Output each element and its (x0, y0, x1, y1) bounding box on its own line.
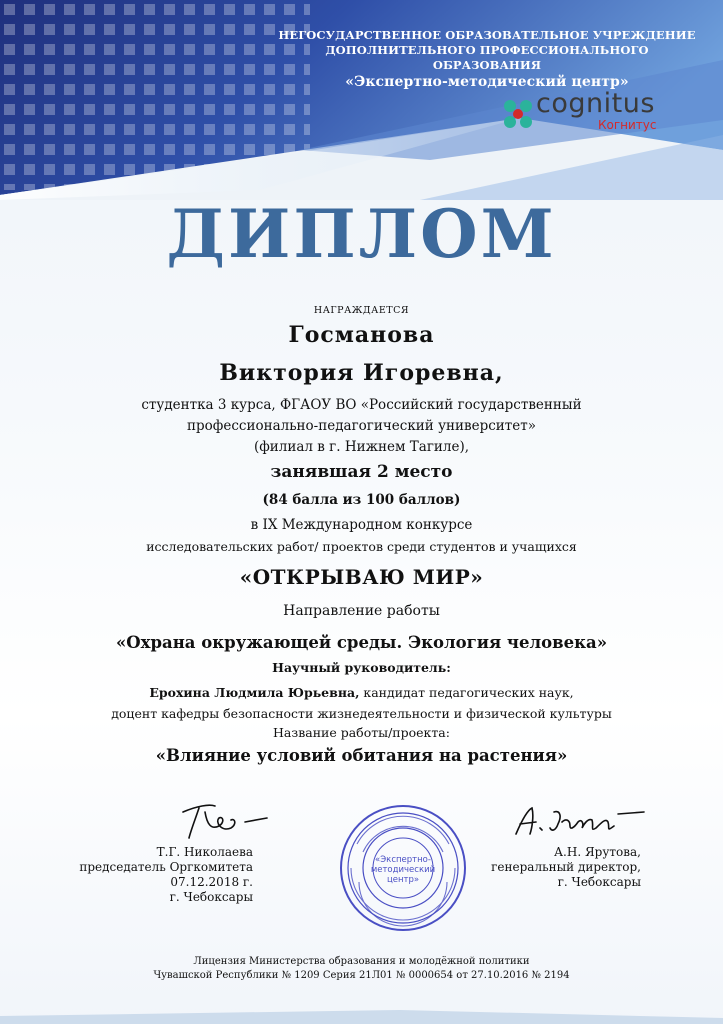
contest-description (40, 515, 683, 557)
contest-name: «ОТКРЫВАЮ МИР» (239, 565, 484, 589)
supervisor-line-2: доцент кафедры безопасности жизнедеятельности и физической культуры (111, 706, 612, 721)
direction-value: «Охрана окружающей среды. Экология человека» (115, 633, 608, 652)
awarded-label: НАГРАЖДАЕТСЯ (313, 305, 410, 316)
right-signatory-name: А.Н. Ярутова, (553, 845, 641, 859)
stamp-line-1: «Экспертно- (375, 855, 431, 865)
recipient-info-line-1: студентка 3 курса, ФГАОУ ВО «Российский государственный (141, 397, 582, 413)
contest-line-1: в IX Международном конкурсе (250, 517, 473, 533)
organization-stamp (337, 802, 469, 934)
recipient-info (40, 395, 683, 458)
left-signatory-city: г. Чебоксары (169, 890, 253, 904)
direction-label: Направление работы (283, 603, 440, 619)
supervisor-line-1 (40, 682, 683, 703)
recipient-info-line-3: (филиал в г. Нижнем Тагиле), (253, 439, 470, 455)
bottom-decoration (0, 1010, 723, 1024)
work-label: Название работы/проекта: (273, 725, 450, 740)
work-title: «Влияние условий обитания на растения» (155, 746, 568, 765)
right-signatory (481, 845, 641, 890)
left-signatory-name: Т.Г. Николаева (156, 845, 253, 859)
left-signatory-date: 07.12.2018 г. (170, 875, 253, 889)
org-line-1: НЕГОСУДАРСТВЕННОЕ ОБРАЗОВАТЕЛЬНОЕ УЧРЕЖДЕНИЕ (278, 28, 696, 42)
right-signature (510, 798, 650, 844)
recipient-name: Виктория Игоревна, (219, 360, 504, 386)
logo-dots-icon (498, 94, 538, 134)
recipient-info-line-2: профессионально-педагогический университет» (187, 418, 536, 434)
diploma-title: ДИПЛОМ (166, 195, 557, 273)
supervisor-label: Научный руководитель: (272, 660, 451, 675)
stamp-line-2: методический (370, 865, 436, 875)
supervisor-info (40, 682, 683, 724)
recipient-surname: Госманова (288, 322, 435, 348)
left-signature (175, 798, 275, 846)
place-text: занявшая 2 место (270, 462, 453, 482)
score-text: (84 балла из 100 баллов) (262, 492, 461, 508)
org-line-2: ДОПОЛНИТЕЛЬНОГО ПРОФЕССИОНАЛЬНОГО ОБРАЗОВАНИЯ (325, 43, 649, 72)
contest-line-2: исследовательских работ/ проектов среди студентов и учащихся (146, 539, 577, 554)
supervisor-degree: кандидат педагогических наук, (359, 685, 574, 700)
cognitus-logo (498, 88, 668, 136)
org-line-3: «Экспертно-методический центр» (345, 74, 629, 90)
organization-name (277, 28, 697, 92)
license-info (40, 955, 683, 983)
supervisor-name: Ерохина Людмила Юрьевна, (149, 685, 360, 700)
left-signatory-position: председатель Оргкомитета (79, 860, 253, 874)
logo-text: cognitus (536, 88, 655, 119)
license-line-1: Лицензия Министерства образования и молодёжной политики (193, 956, 530, 967)
left-signatory (79, 845, 253, 905)
stamp-line-3: центр» (386, 875, 420, 885)
license-line-2: Чувашской Республики № 1209 Серия 21Л01 № 0000654 от 27.10.2016 № 2194 (153, 970, 570, 981)
logo-subtext: Когнитус (598, 118, 657, 132)
right-signatory-position: генеральный директор, (491, 860, 641, 874)
right-signatory-city: г. Чебоксары (557, 875, 641, 889)
